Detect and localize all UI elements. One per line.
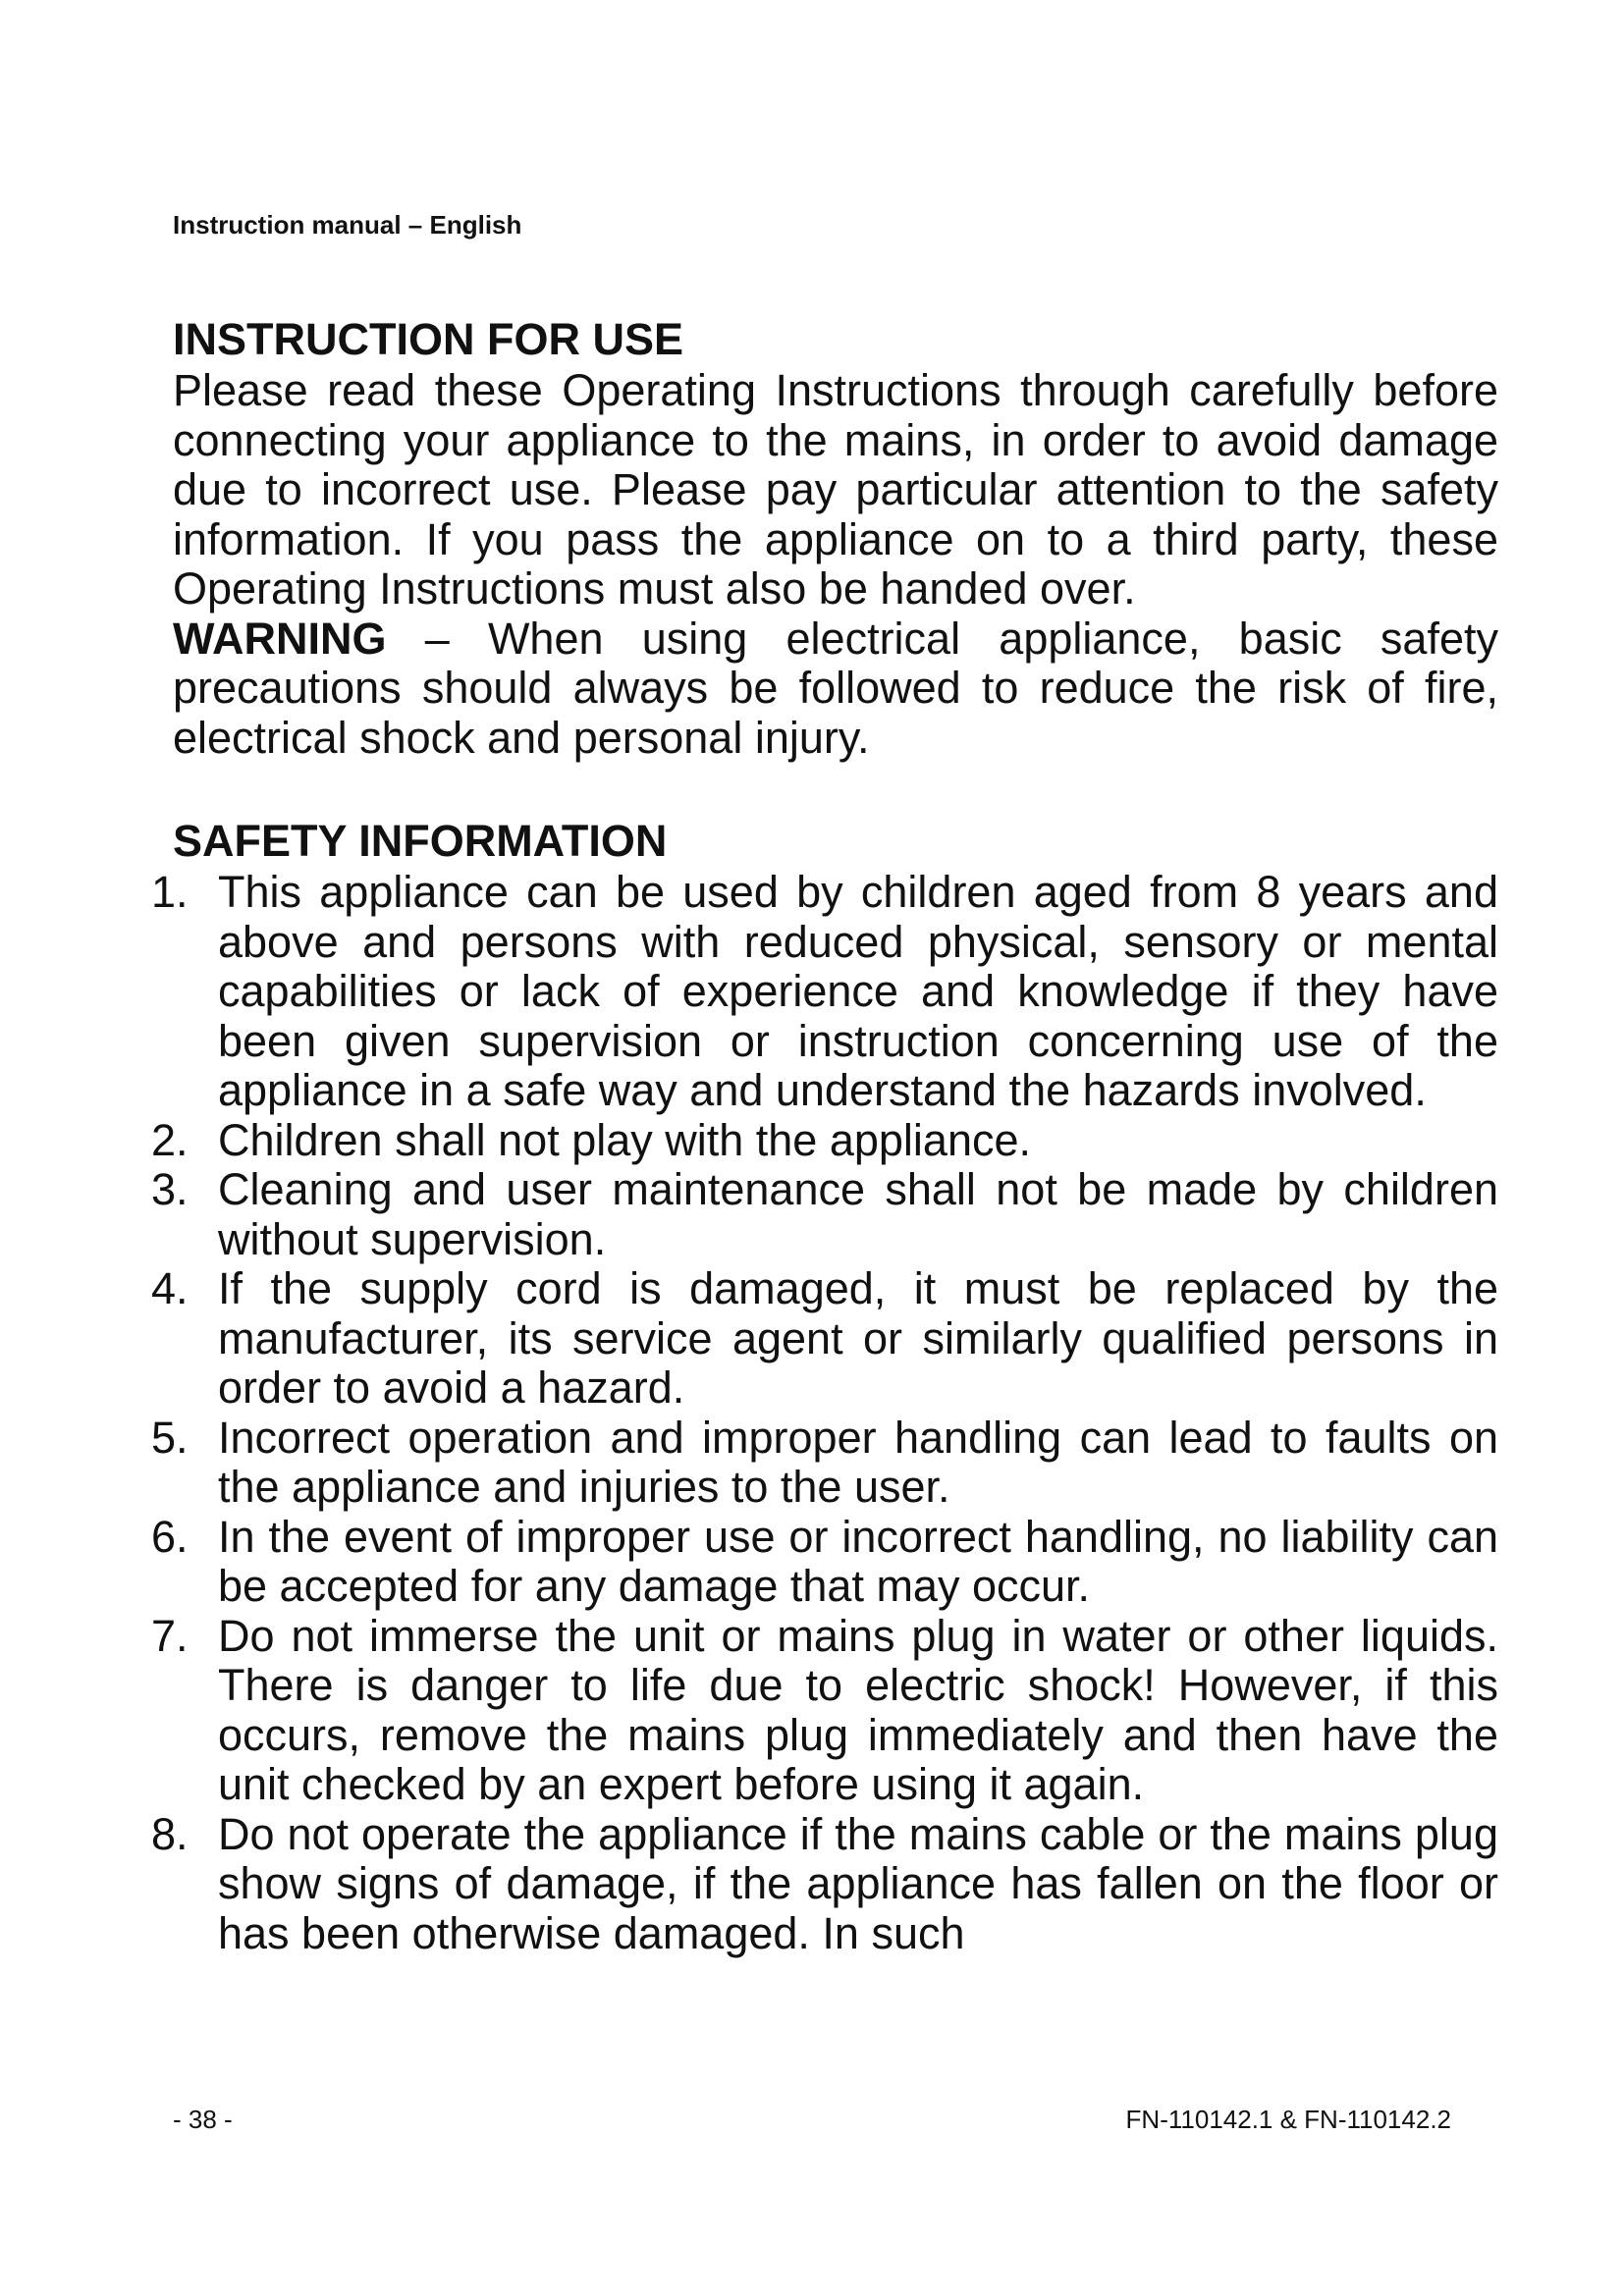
safety-item — [151, 1610, 1498, 1810]
safety-item — [151, 1808, 1498, 1959]
item-text: If the supply cord is damaged, it must be replaced by the manufacturer, its service agent or similarly qualified persons in order to avoid a hazard. — [218, 1263, 1498, 1413]
item-text: This appliance can be used by children aged from 8 years and above and persons with reduced physical, sensory or mental capabilities or lack of experience and knowledge if they have been given supervision or instruction concerning use of the appliance in a safe way and understand the hazards involved. — [218, 867, 1498, 1115]
item-number: 8. — [151, 1808, 189, 1859]
item-text: Do not operate the appliance if the mains cable or the mains plug show signs of damage, if the appliance has fallen on the floor or has been otherwise damaged. In such — [218, 1808, 1498, 1958]
item-number: 2. — [151, 1114, 189, 1165]
instruction-paragraph: Please read these Operating Instructions through carefully before connecting your appliance to the mains, in order to avoid damage due to incorrect use. Please pay particular attention to the safety information. If you pass the appliance on to a third party, these Operating Instructions must also be handed over. — [173, 365, 1498, 614]
warning-text: – When using electrical appliance, basic safety precautions should always be followed to reduce the risk of fire, electrical shock and personal injury. — [173, 613, 1498, 763]
safety-item — [151, 1511, 1498, 1612]
item-number: 7. — [151, 1610, 189, 1661]
safety-item — [151, 1412, 1498, 1513]
item-number: 1. — [151, 867, 189, 917]
warning-paragraph — [173, 614, 1498, 764]
item-text: Do not immerse the unit or mains plug in water or other liquids. There is danger to life due to electric shock! However, if this occurs, remove the mains plug immediately and then have the unit checked by an expert before using it again. — [218, 1610, 1498, 1809]
item-number: 4. — [151, 1263, 189, 1313]
item-number: 3. — [151, 1164, 189, 1214]
safety-item — [151, 1114, 1498, 1166]
item-number: 6. — [151, 1511, 189, 1562]
page-header: Instruction manual – English — [173, 210, 522, 240]
item-text: Cleaning and user maintenance shall not be made by children without supervision. — [218, 1164, 1498, 1264]
safety-item — [151, 867, 1498, 1116]
document-body — [151, 312, 1498, 1958]
item-text: Children shall not play with the appliance. — [218, 1114, 1031, 1165]
item-number: 5. — [151, 1412, 189, 1463]
safety-item — [151, 1263, 1498, 1414]
item-text: In the event of improper use or incorrect handling, no liability can be accepted for any damage that may occur. — [218, 1511, 1498, 1611]
model-number: FN-110142.1 & FN-110142.2 — [1125, 2105, 1451, 2134]
section-spacer — [173, 763, 1498, 814]
warning-label: WARNING — [173, 613, 387, 664]
item-text: Incorrect operation and improper handling can lead to faults on the appliance and injuries to the user. — [218, 1412, 1498, 1512]
page-number: - 38 - — [173, 2105, 233, 2134]
safety-item — [151, 1164, 1498, 1264]
safety-title: SAFETY INFORMATION — [173, 816, 668, 866]
instruction-title: INSTRUCTION FOR USE — [173, 314, 684, 364]
safety-list — [151, 867, 1498, 1958]
